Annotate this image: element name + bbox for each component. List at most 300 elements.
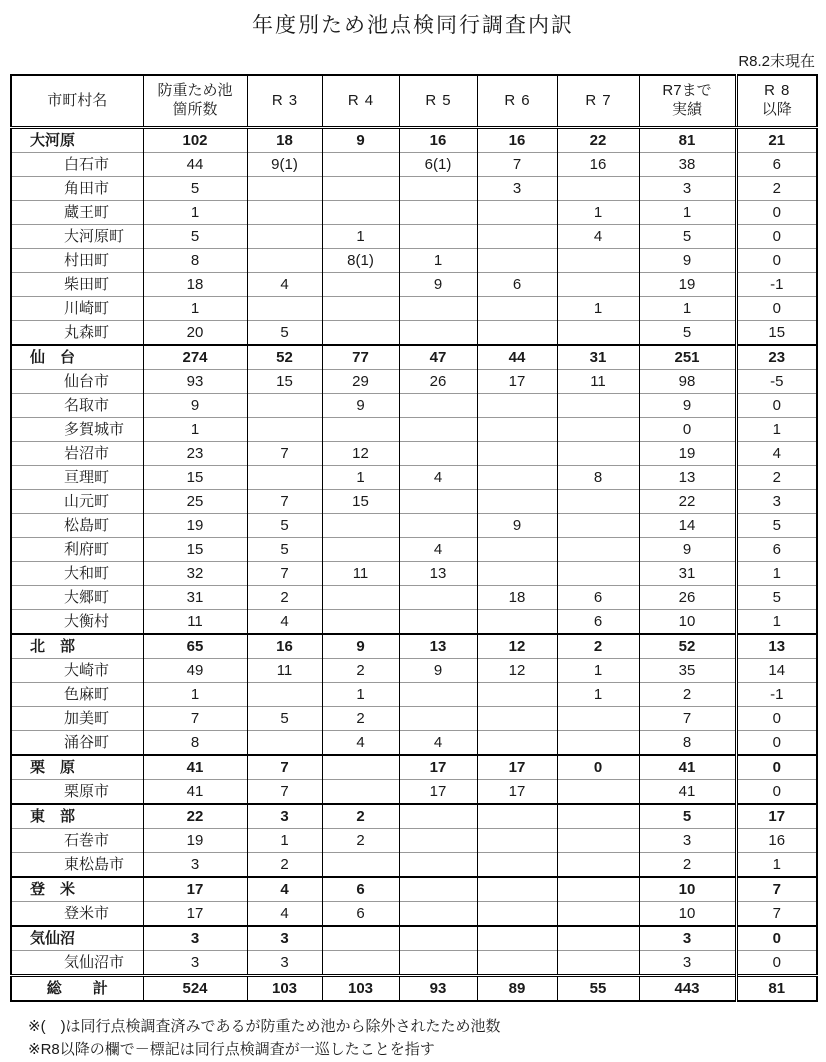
value-cell: 41 [143,755,247,780]
region-row [11,128,817,153]
region-row [11,755,817,780]
value-cell: 19 [639,273,736,297]
municipality-row [11,659,817,683]
value-cell: 0 [557,755,639,780]
value-cell [399,877,477,902]
value-cell [557,731,639,756]
value-cell [477,321,557,346]
municipality-row [11,514,817,538]
value-cell: 8 [557,466,639,490]
value-cell: 55 [557,976,639,1002]
value-cell: 3 [247,951,322,976]
value-cell: 443 [639,976,736,1002]
municipality-name: 気仙沼 [11,926,143,951]
municipality-name: 村田町 [11,249,143,273]
value-cell: 23 [143,442,247,466]
value-cell: 9 [322,394,399,418]
value-cell: 1 [639,201,736,225]
column-header: R4 [322,75,399,128]
value-cell: 18 [247,128,322,153]
municipality-name: 涌谷町 [11,731,143,756]
value-cell: 6 [736,538,817,562]
value-cell [477,225,557,249]
value-cell: 9 [477,514,557,538]
municipality-name: 栗 原 [11,755,143,780]
value-cell: 17 [143,877,247,902]
municipality-name: 登 米 [11,877,143,902]
value-cell: 10 [639,902,736,927]
value-cell [399,586,477,610]
value-cell [399,926,477,951]
value-cell: 1 [736,418,817,442]
value-cell: 1 [736,853,817,878]
value-cell: 10 [639,610,736,635]
value-cell: 2 [639,683,736,707]
value-cell: 1 [143,683,247,707]
value-cell [247,249,322,273]
value-cell: 11 [143,610,247,635]
value-cell: 17 [143,902,247,927]
value-cell: 1 [143,418,247,442]
value-cell [247,177,322,201]
municipality-name: 大和町 [11,562,143,586]
municipality-name: 総 計 [11,976,143,1002]
value-cell: 8 [143,731,247,756]
value-cell [477,951,557,976]
value-cell [322,177,399,201]
page-title: 年度別ため池点検同行調査内訳 [252,14,574,37]
value-cell: 9 [639,538,736,562]
value-cell: 1 [557,201,639,225]
value-cell: 9 [639,249,736,273]
value-cell [322,273,399,297]
value-cell: 4 [399,538,477,562]
municipality-name: 大河原 [11,128,143,153]
value-cell: 22 [143,804,247,829]
value-cell [477,490,557,514]
value-cell: 3 [143,853,247,878]
municipality-name: 仙台市 [11,370,143,394]
municipality-row [11,201,817,225]
value-cell: 9 [639,394,736,418]
value-cell: -1 [736,683,817,707]
region-row [11,634,817,659]
value-cell [247,418,322,442]
survey-table [10,74,818,1002]
municipality-name: 東松島市 [11,853,143,878]
value-cell [399,804,477,829]
value-cell: 77 [322,345,399,370]
municipality-row [11,177,817,201]
value-cell: 3 [736,490,817,514]
municipality-name: 松島町 [11,514,143,538]
value-cell: 8(1) [322,249,399,273]
value-cell: 1 [143,201,247,225]
value-cell: 5 [247,514,322,538]
value-cell: 1 [736,610,817,635]
value-cell: 0 [736,249,817,273]
value-cell [322,321,399,346]
value-cell: 0 [736,755,817,780]
value-cell [557,249,639,273]
value-cell [477,418,557,442]
value-cell [477,394,557,418]
value-cell: 4 [322,731,399,756]
value-cell: 41 [143,780,247,805]
value-cell: 0 [736,951,817,976]
value-cell [477,610,557,635]
municipality-row [11,321,817,346]
value-cell: 4 [247,610,322,635]
value-cell [557,514,639,538]
value-cell: 21 [736,128,817,153]
value-cell: 0 [736,780,817,805]
value-cell: 7 [247,442,322,466]
municipality-name: 北 部 [11,634,143,659]
value-cell: 3 [639,926,736,951]
value-cell [399,321,477,346]
value-cell [399,297,477,321]
value-cell [477,249,557,273]
municipality-name: 気仙沼市 [11,951,143,976]
region-row [11,926,817,951]
value-cell [399,177,477,201]
value-cell [557,418,639,442]
value-cell: 274 [143,345,247,370]
value-cell [399,490,477,514]
value-cell: 11 [247,659,322,683]
municipality-name: 大河原町 [11,225,143,249]
value-cell: 13 [639,466,736,490]
value-cell: 8 [143,249,247,273]
value-cell: 2 [736,177,817,201]
value-cell: 16 [736,829,817,853]
value-cell: 22 [557,128,639,153]
column-header: R8 以降 [736,75,817,128]
value-cell: 7 [247,755,322,780]
value-cell: 1 [143,297,247,321]
value-cell: 15 [736,321,817,346]
value-cell: 7 [247,780,322,805]
value-cell [399,394,477,418]
region-row [11,877,817,902]
value-cell [322,780,399,805]
column-header: R7まで 実績 [639,75,736,128]
value-cell: 103 [322,976,399,1002]
value-cell: 0 [736,394,817,418]
value-cell [322,926,399,951]
value-cell: 6 [322,902,399,927]
value-cell: -5 [736,370,817,394]
value-cell: 12 [322,442,399,466]
value-cell [557,829,639,853]
value-cell [322,538,399,562]
value-cell: 17 [399,780,477,805]
value-cell [322,201,399,225]
value-cell: 18 [477,586,557,610]
value-cell: 15 [143,466,247,490]
value-cell [477,853,557,878]
municipality-name: 登米市 [11,902,143,927]
value-cell [247,225,322,249]
value-cell [477,731,557,756]
value-cell: 1 [557,297,639,321]
value-cell [399,225,477,249]
value-cell: 26 [399,370,477,394]
municipality-row [11,951,817,976]
value-cell: 9 [399,273,477,297]
column-header: R6 [477,75,557,128]
value-cell: 49 [143,659,247,683]
value-cell: 17 [399,755,477,780]
value-cell: 6 [322,877,399,902]
value-cell: 11 [322,562,399,586]
value-cell [399,853,477,878]
table-body [11,128,817,1002]
municipality-name: 山元町 [11,490,143,514]
value-cell: 81 [736,976,817,1002]
municipality-name: 白石市 [11,153,143,177]
value-cell [557,538,639,562]
value-cell: 93 [143,370,247,394]
value-cell [557,707,639,731]
value-cell [477,829,557,853]
municipality-name: 東 部 [11,804,143,829]
value-cell [322,514,399,538]
value-cell [322,755,399,780]
value-cell [399,951,477,976]
value-cell: 10 [639,877,736,902]
footnote: ※( )は同行点検調査済みであるが防重ため池から除外されたため池数 [28,1018,501,1035]
municipality-row [11,853,817,878]
value-cell [399,201,477,225]
value-cell: 3 [639,177,736,201]
value-cell [557,177,639,201]
value-cell [399,610,477,635]
value-cell: 19 [143,514,247,538]
value-cell: 35 [639,659,736,683]
value-cell: 17 [736,804,817,829]
value-cell [477,538,557,562]
value-cell: 0 [736,201,817,225]
municipality-name: 川崎町 [11,297,143,321]
municipality-name: 蔵王町 [11,201,143,225]
municipality-row [11,153,817,177]
value-cell: 2 [247,586,322,610]
value-cell: 32 [143,562,247,586]
value-cell [477,804,557,829]
value-cell [557,321,639,346]
value-cell [247,731,322,756]
value-cell: 13 [399,634,477,659]
column-header: 防重ため池 箇所数 [143,75,247,128]
value-cell: 14 [736,659,817,683]
value-cell: 25 [143,490,247,514]
value-cell: 1 [322,225,399,249]
value-cell: 5 [639,321,736,346]
value-cell: 1 [399,249,477,273]
value-cell: 1 [736,562,817,586]
value-cell: 15 [143,538,247,562]
value-cell: 13 [399,562,477,586]
value-cell: 7 [247,490,322,514]
value-cell [557,804,639,829]
value-cell [557,442,639,466]
value-cell: 6 [557,610,639,635]
value-cell: 9 [322,634,399,659]
value-cell: 5 [736,586,817,610]
table-header [11,75,817,128]
column-header: R7 [557,75,639,128]
value-cell: 3 [143,951,247,976]
value-cell [399,418,477,442]
value-cell: 5 [247,538,322,562]
value-cell: 6(1) [399,153,477,177]
value-cell: 5 [143,225,247,249]
value-cell: 2 [322,829,399,853]
value-cell: 5 [143,177,247,201]
value-cell: 15 [322,490,399,514]
municipality-row [11,707,817,731]
municipality-row [11,466,817,490]
value-cell: 5 [639,804,736,829]
value-cell: 7 [639,707,736,731]
value-cell: 16 [477,128,557,153]
municipality-name: 角田市 [11,177,143,201]
value-cell: 31 [143,586,247,610]
municipality-row [11,225,817,249]
municipality-name: 色麻町 [11,683,143,707]
region-row [11,804,817,829]
value-cell: 11 [557,370,639,394]
value-cell [322,153,399,177]
municipality-row [11,394,817,418]
value-cell: -1 [736,273,817,297]
municipality-row [11,829,817,853]
value-cell: 29 [322,370,399,394]
value-cell [399,829,477,853]
value-cell: 3 [639,951,736,976]
value-cell: 17 [477,755,557,780]
municipality-name: 大郷町 [11,586,143,610]
value-cell: 23 [736,345,817,370]
value-cell: 251 [639,345,736,370]
value-cell: 4 [247,902,322,927]
value-cell: 4 [399,466,477,490]
value-cell: 12 [477,659,557,683]
municipality-name: 名取市 [11,394,143,418]
value-cell [399,902,477,927]
value-cell: 52 [247,345,322,370]
value-cell [557,926,639,951]
value-cell: 6 [477,273,557,297]
value-cell: 7 [247,562,322,586]
value-cell: 0 [736,707,817,731]
value-cell: 2 [322,707,399,731]
municipality-row [11,442,817,466]
value-cell: 9 [399,659,477,683]
value-cell: 93 [399,976,477,1002]
municipality-row [11,562,817,586]
value-cell: 0 [639,418,736,442]
municipality-name: 岩沼市 [11,442,143,466]
value-cell: 1 [557,683,639,707]
value-cell: 18 [143,273,247,297]
value-cell: 26 [639,586,736,610]
municipality-row [11,273,817,297]
value-cell: 17 [477,370,557,394]
municipality-name: 栗原市 [11,780,143,805]
header-row [11,75,817,128]
municipality-row [11,610,817,635]
value-cell: 3 [477,177,557,201]
municipality-row [11,902,817,927]
value-cell: 89 [477,976,557,1002]
value-cell: 16 [247,634,322,659]
municipality-name: 利府町 [11,538,143,562]
value-cell: 5 [639,225,736,249]
value-cell: 4 [557,225,639,249]
municipality-row [11,297,817,321]
municipality-row [11,538,817,562]
value-cell: 2 [639,853,736,878]
value-cell [477,707,557,731]
value-cell: 5 [736,514,817,538]
value-cell [322,951,399,976]
column-header: R3 [247,75,322,128]
value-cell: 22 [639,490,736,514]
value-cell [322,418,399,442]
value-cell: 1 [322,466,399,490]
value-cell: 2 [736,466,817,490]
value-cell: 1 [247,829,322,853]
municipality-row [11,418,817,442]
value-cell [557,394,639,418]
value-cell: 103 [247,976,322,1002]
value-cell [557,562,639,586]
value-cell: 3 [247,926,322,951]
value-cell: 44 [143,153,247,177]
value-cell [557,273,639,297]
value-cell: 6 [736,153,817,177]
value-cell: 20 [143,321,247,346]
region-row [11,345,817,370]
value-cell [557,780,639,805]
value-cell [322,853,399,878]
municipality-name: 加美町 [11,707,143,731]
value-cell: 7 [477,153,557,177]
municipality-row [11,683,817,707]
column-header: R5 [399,75,477,128]
value-cell: 0 [736,926,817,951]
value-cell: 31 [639,562,736,586]
value-cell: 19 [143,829,247,853]
value-cell: 8 [639,731,736,756]
municipality-row [11,780,817,805]
value-cell: 19 [639,442,736,466]
value-cell: 14 [639,514,736,538]
value-cell: 102 [143,128,247,153]
value-cell: 6 [557,586,639,610]
value-cell: 52 [639,634,736,659]
value-cell: 81 [639,128,736,153]
value-cell [247,297,322,321]
value-cell [557,490,639,514]
municipality-name: 石巻市 [11,829,143,853]
footnotes [28,1015,826,1062]
value-cell [557,902,639,927]
value-cell: 4 [399,731,477,756]
